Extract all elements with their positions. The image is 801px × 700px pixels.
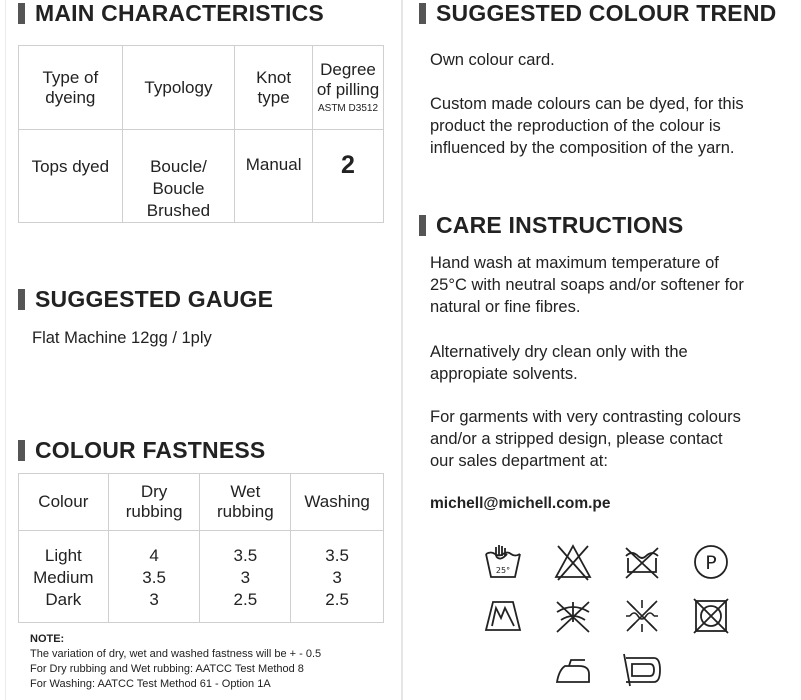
do-not-bleach-icon bbox=[553, 542, 593, 582]
table-row: Medium bbox=[33, 568, 94, 587]
column-divider bbox=[401, 0, 403, 700]
hand-wash-icon bbox=[483, 542, 523, 582]
suggested-colour-trend-heading bbox=[419, 0, 776, 27]
note-line: The variation of dry, wet and washed fastness will be + - 0.5 bbox=[30, 648, 322, 660]
header-degree-of-pilling: Degree of pilling ASTM D3512 bbox=[313, 46, 384, 130]
care-paragraph-1: Hand wash at maximum temperature of 25°C with neutral soaps and/or softener for natural or fine fibres. bbox=[430, 254, 744, 316]
do-not-wring-icon bbox=[622, 596, 662, 636]
header-knot-type: Knot type bbox=[235, 46, 313, 130]
trend-paragraph-2: Custom made colours can be dyed, for this product the reproduction of the colour is influenced by the composition of the yarn. bbox=[430, 95, 744, 157]
hand-wash-temp: 25° bbox=[495, 566, 511, 575]
heading-bar bbox=[18, 440, 25, 461]
do-not-tumble-dry-icon bbox=[622, 542, 662, 582]
gentle-dry-icon bbox=[622, 650, 662, 690]
care-instructions-title: CARE INSTRUCTIONS bbox=[436, 212, 684, 238]
main-characteristics-title: MAIN CHARACTERISTICS bbox=[35, 0, 324, 26]
line-dry-icon bbox=[483, 596, 523, 636]
column-washing: 3.5 3 2.5 bbox=[291, 531, 384, 623]
column-colour bbox=[19, 531, 109, 623]
colour-fastness-table bbox=[18, 473, 384, 623]
main-characteristics-table bbox=[18, 45, 384, 223]
suggested-colour-trend-title: SUGGESTED COLOUR TREND bbox=[436, 0, 777, 26]
column-wet-rubbing: 3.5 3 2.5 bbox=[200, 531, 291, 623]
note-line: For Dry rubbing and Wet rubbing: AATCC Test Method 8 bbox=[30, 663, 304, 675]
table-row: Light bbox=[44, 546, 82, 565]
header-dry-rubbing: Dry rubbing bbox=[108, 474, 200, 531]
suggested-gauge-title: SUGGESTED GAUGE bbox=[35, 286, 274, 312]
astm-label: ASTM D3512 bbox=[317, 103, 379, 114]
header-typology: Typology bbox=[122, 46, 235, 130]
heading-bar bbox=[18, 289, 25, 310]
cell-degree-of-pilling: 2 bbox=[313, 130, 384, 223]
left-edge-line bbox=[5, 0, 6, 700]
note-label: NOTE: bbox=[30, 633, 65, 645]
cell-knot-type: Manual bbox=[235, 130, 313, 223]
header-washing: Washing bbox=[291, 474, 384, 531]
header-type-of-dyeing: Type of dyeing bbox=[19, 46, 123, 130]
note-line: For Washing: AATCC Test Method 61 - Option 1A bbox=[30, 678, 271, 690]
header-colour: Colour bbox=[19, 474, 109, 531]
trend-paragraph-1: Own colour card. bbox=[430, 51, 555, 69]
table-row: Dark bbox=[45, 590, 82, 609]
cell-type-of-dyeing: Tops dyed bbox=[19, 130, 123, 223]
column-dry-rubbing: 4 3.5 3 bbox=[108, 531, 200, 623]
sales-email-link[interactable]: michell@michell.com.pe bbox=[430, 495, 611, 512]
dry-clean-p-icon bbox=[691, 542, 731, 582]
note bbox=[30, 632, 321, 692]
cell-typology: Boucle/ Boucle Brushed bbox=[122, 130, 235, 223]
colour-fastness-heading bbox=[18, 437, 265, 464]
header-wet-rubbing: Wet rubbing bbox=[200, 474, 291, 531]
heading-bar bbox=[18, 3, 25, 24]
heading-bar bbox=[419, 3, 426, 24]
heading-bar bbox=[419, 215, 426, 236]
care-instructions-heading bbox=[419, 212, 683, 239]
dry-clean-letter: P bbox=[705, 552, 717, 574]
iron-icon bbox=[553, 650, 593, 690]
main-characteristics-heading bbox=[18, 0, 324, 27]
care-paragraph-2: Alternatively dry clean only with the appropiate solvents. bbox=[430, 343, 688, 383]
do-not-dry-clean-icon bbox=[553, 596, 593, 636]
do-not-machine-dry-icon bbox=[691, 596, 731, 636]
gauge-value: Flat Machine 12gg / 1ply bbox=[32, 329, 212, 347]
suggested-gauge-heading bbox=[18, 286, 273, 313]
colour-fastness-title: COLOUR FASTNESS bbox=[35, 437, 266, 463]
care-paragraph-3: For garments with very contrasting colours and/or a stripped design, please contact our sales department at: bbox=[430, 408, 741, 470]
